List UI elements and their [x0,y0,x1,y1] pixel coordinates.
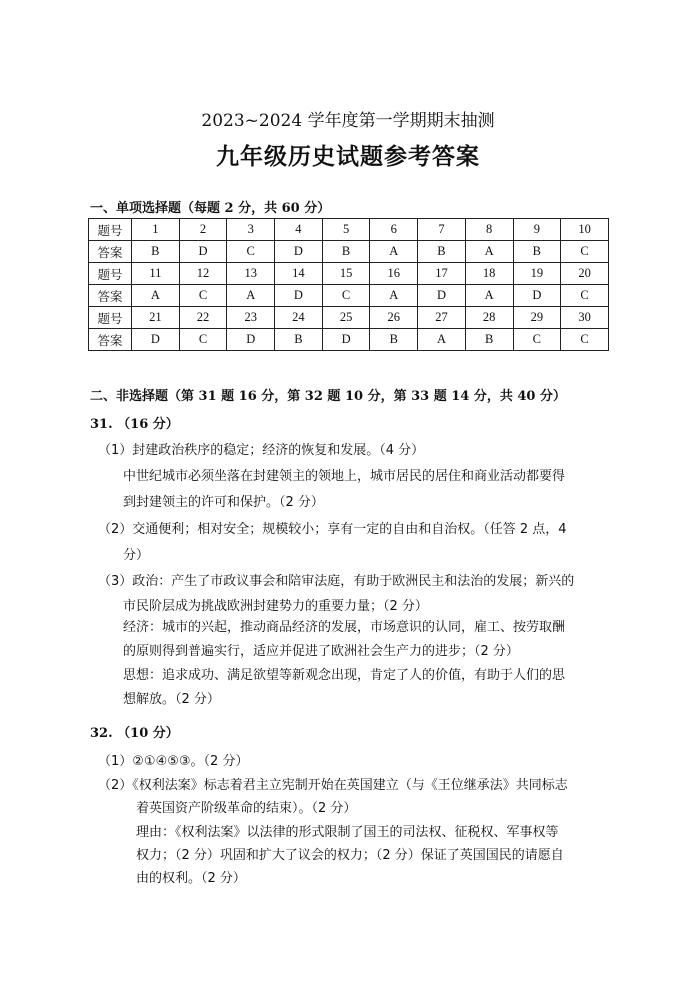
q32-line: 着英国资产阶级革命的结束）。（2 分） [136,801,357,816]
q32-line: 由的权利。（2 分） [136,871,246,886]
row-label: 答案 [89,329,132,351]
row-label: 题号 [89,219,132,241]
question-number: 15 [322,263,370,285]
answer-cell: B [275,329,323,351]
table-row [89,219,609,241]
answer-cell: D [179,241,227,263]
question-number: 5 [322,219,370,241]
q32-line: （2）《权利法案》标志着君主立宪制开始在英国建立（与《王位继承法》共同标志 [98,778,568,793]
question-number: 11 [132,263,180,285]
question-number: 16 [370,263,418,285]
q31-line: （2）交通便利；相对安全；规模较小；享有一定的自由和自治权。（任答 2 点，4 [98,522,567,537]
question-number: 7 [418,219,466,241]
answer-cell: D [322,329,370,351]
question-number: 28 [465,307,513,329]
answer-cell: D [132,329,180,351]
table-row [89,329,609,351]
q32-line: 理由：《权利法案》以法律的形式限制了国王的司法权、征税权、军事权等 [136,825,559,840]
q31-line: 的原则得到普遍实行，适应并促进了欧洲社会生产力的进步；（2 分） [123,644,519,659]
answer-cell: C [513,329,561,351]
question-number: 3 [227,219,275,241]
exam-title: 2023~2024 学年度第一学期期末抽测 [201,111,495,131]
answer-cell: D [513,285,561,307]
answer-cell: B [513,241,561,263]
row-label: 题号 [89,263,132,285]
answer-cell: C [561,241,609,263]
section2-heading: 二、非选择题（第 31 题 16 分，第 32 题 10 分，第 33 题 14 分，共 40 分） [90,389,566,404]
q31-line: （1）封建政治秩序的稳定；经济的恢复和发展。（4 分） [98,443,425,458]
question-number: 26 [370,307,418,329]
answer-cell: A [465,285,513,307]
answer-cell: D [418,285,466,307]
q31-line: 思想：追求成功、满足欲望等新观念出现，肯定了人的价值，有助于人们的思 [123,668,566,683]
answer-table [88,218,609,351]
q32-line: 权力；（2 分）巩固和扩大了议会的权力；（2 分）保证了英国国民的请愿自 [136,848,564,863]
q31-line: 分） [123,548,150,563]
answer-cell: A [418,329,466,351]
question-number: 12 [179,263,227,285]
question-number: 6 [370,219,418,241]
question-number: 21 [132,307,180,329]
q31-title: 31. （16 分） [90,417,179,432]
q31-line: 到封建领主的许可和保护。（2 分） [123,495,324,510]
row-label: 答案 [89,241,132,263]
question-number: 19 [513,263,561,285]
question-number: 2 [179,219,227,241]
answer-cell: B [322,241,370,263]
answer-cell: C [322,285,370,307]
question-number: 14 [275,263,323,285]
q31-line: 经济：城市的兴起，推动商品经济的发展，市场意识的认同，雇工、按劳取酬 [123,620,566,635]
answer-cell: C [179,285,227,307]
question-number: 23 [227,307,275,329]
answer-cell: A [465,241,513,263]
q31-line: 想解放。（2 分） [123,692,220,707]
q31-line: 中世纪城市必须坐落在封建领主的领地上，城市居民的居住和商业活动都要得 [123,469,566,484]
question-number: 24 [275,307,323,329]
answer-cell: C [179,329,227,351]
row-label: 答案 [89,285,132,307]
row-label: 题号 [89,307,132,329]
q31-line: （3）政治：产生了市政议事会和陪审法庭，有助于欧洲民主和法治的发展；新兴的 [98,574,575,589]
answer-cell: C [227,241,275,263]
answer-cell: B [370,329,418,351]
q32-title: 32. （10 分） [90,726,179,741]
table-row [89,307,609,329]
question-number: 29 [513,307,561,329]
question-number: 18 [465,263,513,285]
answer-cell: C [561,285,609,307]
answer-cell: D [275,241,323,263]
table-row [89,241,609,263]
question-number: 22 [179,307,227,329]
answer-key-title: 九年级历史试题参考答案 [216,143,480,170]
answer-cell: A [132,285,180,307]
question-number: 30 [561,307,609,329]
question-number: 4 [275,219,323,241]
question-number: 9 [513,219,561,241]
answer-cell: C [561,329,609,351]
section1-heading: 一、单项选择题（每题 2 分，共 60 分） [90,201,331,216]
answer-cell: B [132,241,180,263]
question-number: 27 [418,307,466,329]
answer-cell: D [275,285,323,307]
question-number: 1 [132,219,180,241]
q31-line: 市民阶层成为挑战欧洲封建势力的重要力量；（2 分） [123,599,428,614]
table-row [89,285,609,307]
question-number: 13 [227,263,275,285]
q32-line: （1）②①④⑤③。（2 分） [98,754,249,769]
answer-cell: B [465,329,513,351]
question-number: 10 [561,219,609,241]
question-number: 17 [418,263,466,285]
question-number: 8 [465,219,513,241]
answer-cell: D [227,329,275,351]
question-number: 25 [322,307,370,329]
question-number: 20 [561,263,609,285]
table-row [89,263,609,285]
answer-cell: B [418,241,466,263]
answer-cell: A [370,285,418,307]
answer-cell: A [370,241,418,263]
answer-cell: A [227,285,275,307]
